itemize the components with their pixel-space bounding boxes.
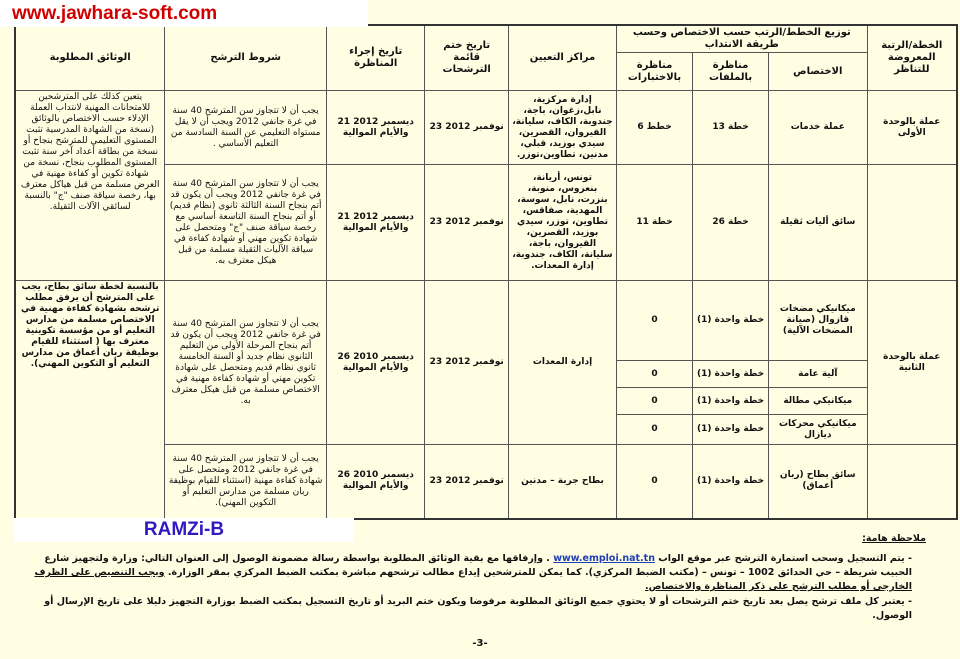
closing-date-cell: 23 نوفمبر 2012 — [425, 281, 508, 445]
specialty-cell: ميكانيكي محركات ديازال — [769, 415, 867, 445]
by-files-cell: خطة واحدة (1) — [693, 388, 769, 415]
header-specialty: الاختصاص — [769, 53, 867, 91]
by-files-cell: خطة واحدة (1) — [693, 361, 769, 388]
header-exam-date: تاريخ إجراء المناظرة — [326, 25, 424, 91]
by-exams-cell: 0 — [617, 445, 693, 519]
note-text: يتم التسجيل وسحب استمارة الترشح عبر موقع الواب — [658, 553, 905, 564]
exam-date-cell: 26 ديسمبر 2010 والأيام الموالية — [326, 281, 424, 445]
by-files-cell: خطة واحدة (1) — [693, 415, 769, 445]
table-row — [15, 281, 957, 361]
documents-cell: يتعين كذلك على المترشحين للامتحانات المهنية لانتداب العملة الإدلاء حسب الاختصاص بالوثائق (نسخة من الشهادة المدرسية تثبت المستوى التعليمي للمترشح بنجاح أو نسخة من بطاقة أعداد آخر سنة تثبت المستوى المطلوب بنجاح، نسخة من شهادة تكوين أو كفاءة مهنية في العرض مسلمة من قبل هياكل معترف بها، رخصة سياقة صنف "ج" بالنسبة لسائقي الآلات الثقيلة. — [15, 91, 165, 281]
watermark-top: www.jawhara-soft.com — [0, 0, 368, 27]
header-distribution: توزيع الخطط/الرتب حسب الاختصاص وحسب طريقة الانتداب — [617, 25, 867, 53]
centers-cell: بطاح جربة – مدنين — [508, 445, 616, 519]
watermark-bottom: RAMZi-B — [14, 518, 354, 542]
centers-cell: إدارة المعدات — [508, 281, 616, 445]
plan-cell: عملة بالوحدة الأولى — [867, 91, 957, 165]
by-exams-cell: 0 — [617, 388, 693, 415]
header-centers: مراكز التعيين — [508, 25, 616, 91]
by-files-cell: خطة واحدة (1) — [693, 281, 769, 361]
exam-date-cell: 26 ديسمبر 2010 والأيام الموالية — [326, 445, 424, 519]
notes-list — [14, 552, 926, 623]
specialty-cell: سائق بطاح (ربان أعماق) — [769, 445, 867, 519]
specialty-cell: آلية عامة — [769, 361, 867, 388]
notes-section — [14, 532, 926, 624]
notes-title: ملاحظة هامة: — [862, 533, 926, 544]
documents-extra-cell: بالنسبة لخطة سائق بطاح، يجب على المترشح أن يرفق مطلب ترشحه بشهادة كفاءة مهنية في الاختصاص مسلمة من مدارس التعليم أو من مؤسسة تكوينية معترف بها ( استثناء للقيام بوظيفة ربان أعماق من مدارس التعليم أو التكوين المهني). — [15, 281, 165, 519]
conditions-cell: يجب أن لا تتجاوز سن المترشح 40 سنة في غرة جانفي 2012 ويجب أن لا يقل مستواه التعليمي عن السنة السادسة من التعليم الأساسي . — [165, 91, 327, 165]
note-text: . وإرفاقها مع بقية الوثائق المطلوبة بواسطة رسالة مضمونة الوصول إلى العنوان التالي: وزارة ولتجهيز شارع الحبيب شريطة – حي الحدائق 1002 – تونس – (مكتب الضبط المركزي). كما يمكن للمترشحين إيداع مطالب ترشحهم مباشرة بمكتب الضبط المركزي بمقر الوزارة. — [44, 553, 912, 578]
plan-cell: عملة بالوحدة الثانية — [867, 281, 957, 445]
website-link[interactable]: www.emploi.nat.tn — [553, 553, 655, 564]
header-conditions: شروط الترشح — [165, 25, 327, 91]
specialty-cell: ميكانيكي مضخات قازوال (صيانة المضخات الآلية) — [769, 281, 867, 361]
centers-cell: إدارة مركزية، نابل،زغوان، باجة، جندوبة، الكاف، سليانة، القيروان، القصرين، سيدي بوزيد، قبلي، مدنين، تطاوين،توزر. — [508, 91, 616, 165]
by-exams-cell: 0 — [617, 415, 693, 445]
by-files-cell: 26 خطة — [693, 165, 769, 281]
by-exams-cell: 0 — [617, 281, 693, 361]
table-row — [15, 91, 957, 165]
exam-date-cell: 21 ديسمبر 2012 والأيام الموالية — [326, 165, 424, 281]
note-underlined-text: ويجب التنصيص على الظرف الخارجي أو مطلب الترشح على ذكر المناظرة والاختصاص. — [34, 567, 912, 592]
by-files-cell: 13 خطة — [693, 91, 769, 165]
specialty-cell: ميكانيكي مطالة — [769, 388, 867, 415]
recruitment-table — [14, 24, 958, 520]
specialty-cell: عملة خدمات — [769, 91, 867, 165]
note-text: يعتبر كل ملف ترشح يصل بعد تاريخ ختم الترشحات أو لا يحتوي جميع الوثائق المطلوبة مرفوضا ويكون ختم البريد أو تاريخ التسجيل بمكتب الضبط بوزارة التجهيز دليلا على تاريخ الإرسال أو الوصول. — [44, 596, 912, 621]
by-exams-cell: 0 — [617, 361, 693, 388]
centers-cell: تونس، أريانة، بنعروس، منوبة، بنزرت، نابل، سوسة، المهدية، صفاقس، تطاوين، توزر، سيدي بوزيد، القصرين، القيروان، باجة، سليانة، الكاف، جندوبة، إدارة المعدات. — [508, 165, 616, 281]
page-number: -3- — [472, 638, 488, 649]
header-plan: الخطة/الرتبة المعروضة للتناظر — [867, 25, 957, 91]
header-by-exams: مناظرة بالاختبارات — [617, 53, 693, 91]
note-item — [14, 595, 912, 623]
by-exams-cell: 6 خطط — [617, 91, 693, 165]
by-exams-cell: 11 خطة — [617, 165, 693, 281]
by-files-cell: خطة واحدة (1) — [693, 445, 769, 519]
header-closing-date: تاريخ ختم قائمة الترشحات — [425, 25, 508, 91]
specialty-cell: سائق أليات ثقيلة — [769, 165, 867, 281]
note-item — [14, 552, 912, 594]
plan-cell-empty — [867, 165, 957, 281]
conditions-cell: يجب أن لا تتجاوز سن المترشح 40 سنة في غرة جانفي 2012 ويجب أن يكون قد أتم بنجاح السنة الثالثة ثانوي (نظام قديم) أو أتم بنجاح السنة التاسعة أساسي مع رخصة سياقة صنف "ج" ومتحصل على شهادة تكوين مهني أو شهادة كفاءة في سياقة الآليات الثقيلة مسلمة من قبل هيكل معترف به. — [165, 165, 327, 281]
closing-date-cell: 23 نوفمبر 2012 — [425, 165, 508, 281]
closing-date-cell: 23 نوفمبر 2012 — [425, 445, 508, 519]
conditions-cell: يجب أن لا تتجاوز سن المترشح 40 سنة في غرة جانفي 2012 ومتحصل على شهادة كفاءة مهنية (استثناء للقيام بوظيفة ربان مسلمة من مدارس التعليم أو التكوين المهني). — [165, 445, 327, 519]
exam-date-cell: 21 ديسمبر 2012 والأيام الموالية — [326, 91, 424, 165]
closing-date-cell: 23 نوفمبر 2012 — [425, 91, 508, 165]
header-by-files: مناظرة بالملفات — [693, 53, 769, 91]
conditions-cell: يجب أن لا تتجاوز سن المترشح 40 سنة في غرة جانفي 2012 ويجب أن يكون قد أتم بنجاح المرحلة الأولى من التعليم الثانوي نظام جديد أو السنة الخامسة ثانوي نظام قديم ومتحصل على شهادة تكوين مهني أو شهادة كفاءة مهنية في الاختصاص مسلمة من قبل هيكل معترف به. — [165, 281, 327, 445]
header-documents: الوثائق المطلوبة — [15, 25, 165, 91]
plan-cell-empty — [867, 445, 957, 519]
